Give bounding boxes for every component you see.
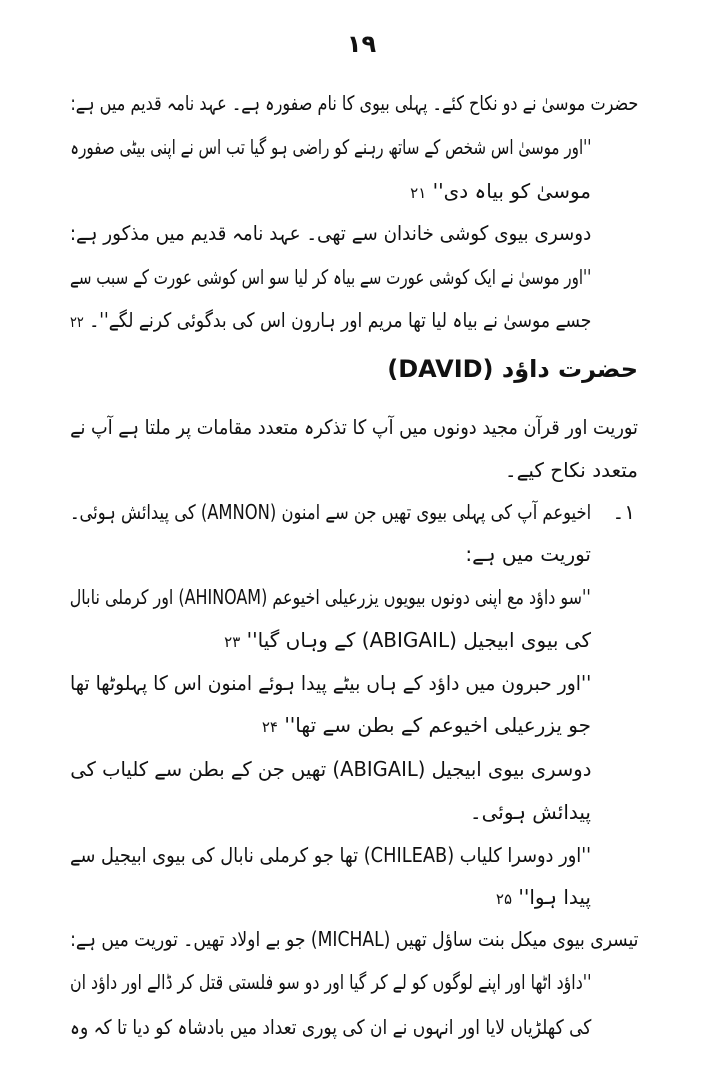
list-number: ۱۔ — [612, 500, 635, 524]
footnote-ref: ۲۲ — [69, 313, 84, 331]
quote-text: جسے موسیٰ نے بیاہ لیا تھا مریم اور ہارون اس کی بدگوئی کرنے لگے''۔ — [88, 308, 592, 332]
quote-line: ''اور دوسرا کلیاب (CHILEAB) تھا جو کرملی نابال کی بیوی ابیجیل سے — [70, 843, 591, 867]
paragraph-line: توریت اور قرآن مجید دونوں میں آپ کا تذکرہ متعدد مقامات پر ملتا ہے آپ نے — [70, 415, 638, 439]
paragraph-line: پیدائش ہوئی۔ — [469, 800, 591, 824]
quote-line — [70, 305, 591, 337]
quote-line — [496, 882, 591, 914]
quote-text: پیدا ہوا'' — [518, 885, 591, 909]
quote-line: ''اور حبرون میں داؤد کے ہاں بیٹے پیدا ہوئے امنون اس کا پہلوٹھا تھا — [69, 671, 591, 695]
paragraph-line: تیسری بیوی میکل بنت ساؤل تھیں (MICHAL) جو بے اولاد تھیں۔ توریت میں ہے: — [69, 927, 638, 951]
quote-line: ''اور موسیٰ نے ایک کوشی عورت سے بیاہ کر لیا سو اس کوشی عورت کے سبب سے — [69, 265, 591, 289]
footnote-ref: ۲۵ — [495, 890, 513, 908]
quote-line — [410, 176, 591, 208]
footnote-ref: ۲۳ — [224, 633, 241, 651]
paragraph-line: دوسری بیوی کوشی خاندان سے تھی۔ عہد نامہ قدیم میں مذکور ہے: — [69, 221, 591, 245]
section-heading: حضرت داؤد (DAVID) — [387, 355, 638, 383]
footnote-ref: ۲۱ — [410, 184, 427, 202]
list-item-text: اخیوعم آپ کی پہلی بیوی تھیں جن سے امنون (AMNON) کی پیدائش ہوئی۔ — [69, 500, 591, 524]
paragraph-line: حضرت موسیٰ نے دو نکاح کئے۔ پہلی بیوی کا نام صفورہ ہے۔ عہد نامہ قدیم میں ہے: — [70, 91, 638, 115]
quote-line: کی کھلڑیاں لایا اور انہوں نے ان کی پوری تعداد میں بادشاہ کو دیا تا کہ وہ — [69, 1015, 591, 1039]
quote-line — [224, 625, 591, 657]
quote-line — [262, 710, 591, 742]
paragraph-line: متعدد نکاح کیے۔ — [504, 458, 638, 482]
quote-text: موسیٰ کو بیاہ دی'' — [432, 179, 591, 203]
paragraph-line: دوسری بیوی ابیجیل (ABIGAIL) تھیں جن کے بطن سے کلیاب کی — [69, 757, 591, 781]
quote-text: جو یزرعیلی اخیوعم کے بطن سے تھا'' — [284, 713, 591, 737]
paragraph-line: توریت میں ہے: — [465, 542, 591, 566]
quote-text: کی بیوی ابیجیل (ABIGAIL) کے وہاں گیا'' — [246, 628, 591, 652]
quote-line: ''داؤد اٹھا اور اپنے لوگوں کو لے کر گیا اور دو سو فلستی قتل کر ڈالے اور داؤد ان — [69, 970, 591, 994]
footnote-ref: ۲۴ — [261, 718, 278, 736]
page-number: ۱۹ — [346, 30, 377, 58]
quote-line: ''اور موسیٰ اس شخص کے ساتھ رہنے کو راضی ہو گیا تب اس نے اپنی بیٹی صفورہ — [69, 135, 591, 159]
quote-line: ''سو داؤد مع اپنی دونوں بیویوں یزرعیلی اخیوعم (AHINOAM) اور کرملی نابال — [69, 585, 591, 609]
